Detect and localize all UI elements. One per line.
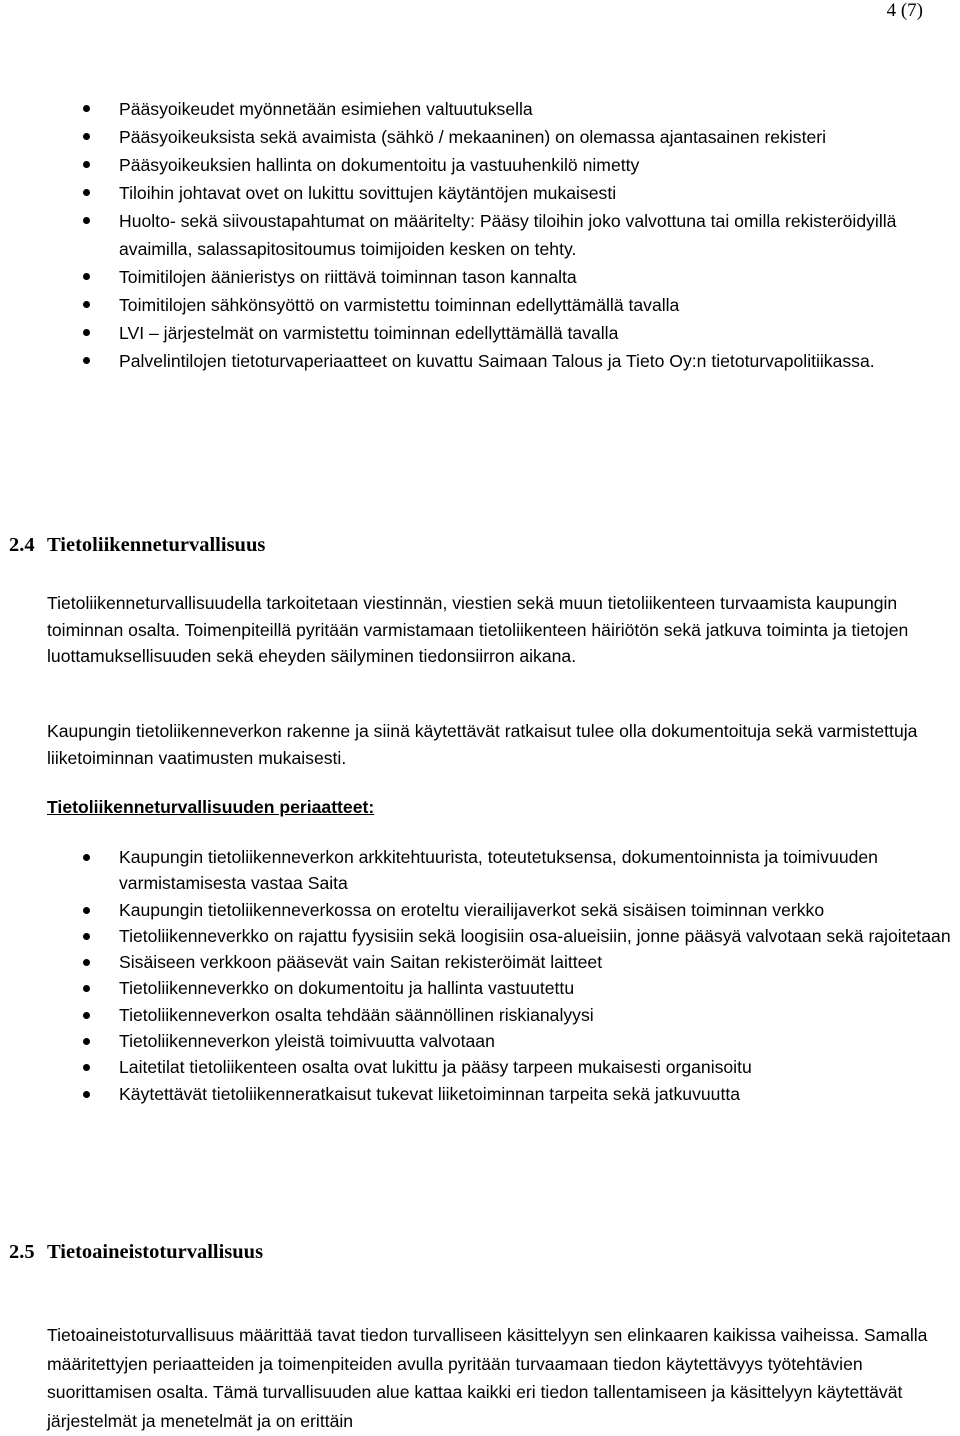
bullet-icon bbox=[83, 329, 90, 336]
bullet-icon bbox=[83, 1012, 90, 1019]
section-heading-2-4: 2.4 Tietoliikenneturvallisuus bbox=[9, 534, 266, 556]
bullet-icon bbox=[83, 133, 90, 140]
bullet-icon bbox=[83, 959, 90, 966]
list-item: Pääsyoikeuksista sekä avaimista (sähkö / mekaaninen) on olemassa ajantasainen rekisteri bbox=[83, 123, 953, 151]
bullet-icon bbox=[83, 854, 90, 861]
bullet-icon bbox=[83, 217, 90, 224]
bullet-icon bbox=[83, 1064, 90, 1071]
bullet-icon bbox=[83, 907, 90, 914]
bullet-icon bbox=[83, 189, 90, 196]
bullet-icon bbox=[83, 273, 90, 280]
paragraph: Tietoaineistoturvallisuus määrittää tavat tiedon turvalliseen käsittelyyn sen elinkaaren kaikissa vaiheissa. Samalla määritettyjen periaatteiden ja toimenpiteiden avulla pyritään turvaamaan tiedon käytettävyys työtehtävien suorittamisen osalta. Tämä turvallisuuden alue kattaa kaikki eri tiedon tallentamiseen ja käsittelyyn käytettävät järjestelmät ja menetelmät ja on erittäin bbox=[47, 1325, 928, 1431]
list-item: Tietoliikenneverkon osalta tehdään säännöllinen riskianalyysi bbox=[83, 1002, 953, 1028]
access-control-list bbox=[83, 95, 953, 375]
list-item: Pääsyoikeuksien hallinta on dokumentoitu ja vastuuhenkilö nimetty bbox=[83, 151, 953, 179]
principles-subheading: Tietoliikenneturvallisuuden periaatteet: bbox=[47, 797, 375, 817]
list-item: Käytettävät tietoliikenneratkaisut tukevat liiketoiminnan tarpeita sekä jatkuvuutta bbox=[83, 1081, 953, 1107]
list-item: Toimitilojen sähkönsyöttö on varmistettu toiminnan edellyttämällä tavalla bbox=[83, 291, 953, 319]
bullet-icon bbox=[83, 1091, 90, 1098]
list-item: Toimitilojen äänieristys on riittävä toiminnan tason kannalta bbox=[83, 263, 953, 291]
bullet-icon bbox=[83, 301, 90, 308]
bullet-icon bbox=[83, 161, 90, 168]
paragraph: Kaupungin tietoliikenneverkon rakenne ja siinä käytettävät ratkaisut tulee olla dokumentoituja sekä varmistettuja liiketoiminnan vaatimusten mukaisesti. bbox=[47, 721, 918, 768]
network-principles-list bbox=[83, 844, 953, 1107]
list-item: Palvelintilojen tietoturvaperiaatteet on kuvattu Saimaan Talous ja Tieto Oy:n tietoturvapolitiikassa. bbox=[83, 347, 953, 375]
list-item: Tietoliikenneverkko on dokumentoitu ja hallinta vastuutettu bbox=[83, 975, 953, 1001]
list-item: Tietoliikenneverkon yleistä toimivuutta valvotaan bbox=[83, 1028, 953, 1054]
list-item: Sisäiseen verkkoon pääsevät vain Saitan rekisteröimät laitteet bbox=[83, 949, 953, 975]
paragraph: Tietoliikenneturvallisuudella tarkoitetaan viestinnän, viestien sekä muun tietoliikenteen turvaamista kaupungin toiminnan osalta. Toimenpiteillä pyritään varmistamaan tietoliikenteen häiriötön sekä jatkuva toiminta ja tietojen luottamuksellisuuden sekä eheyden säilyminen tiedonsiirron aikana. bbox=[47, 593, 909, 666]
bullet-icon bbox=[83, 933, 90, 940]
bullet-icon bbox=[83, 105, 90, 112]
page-number: 4 (7) bbox=[886, 0, 923, 21]
bullet-icon bbox=[83, 985, 90, 992]
list-item: Tiloihin johtavat ovet on lukittu sovittujen käytäntöjen mukaisesti bbox=[83, 179, 953, 207]
list-item: Kaupungin tietoliikenneverkon arkkitehtuurista, toteutetuksensa, dokumentoinnista ja toimivuuden varmistamisesta vastaa Saita bbox=[83, 844, 953, 897]
list-item: LVI – järjestelmät on varmistettu toiminnan edellyttämällä tavalla bbox=[83, 319, 953, 347]
list-item: Tietoliikenneverkko on rajattu fyysisiin sekä loogisiin osa-alueisiin, jonne pääsyä valvotaan sekä rajoitetaan bbox=[83, 923, 953, 949]
list-item: Laitetilat tietoliikenteen osalta ovat lukittu ja pääsy tarpeen mukaisesti organisoitu bbox=[83, 1054, 953, 1080]
bullet-icon bbox=[83, 1038, 90, 1045]
bullet-icon bbox=[83, 357, 90, 364]
section-heading-2-5: 2.5 Tietoaineistoturvallisuus bbox=[9, 1241, 264, 1263]
list-item: Huolto- sekä siivoustapahtumat on määritelty: Pääsy tiloihin joko valvottuna tai omilla rekisteröidyillä avaimilla, salassapitositoumus toimijoiden kesken on tehty. bbox=[83, 207, 953, 263]
list-item: Pääsyoikeudet myönnetään esimiehen valtuutuksella bbox=[83, 95, 953, 123]
list-item: Kaupungin tietoliikenneverkossa on eroteltu vierailijaverkot sekä sisäisen toiminnan verkko bbox=[83, 897, 953, 923]
